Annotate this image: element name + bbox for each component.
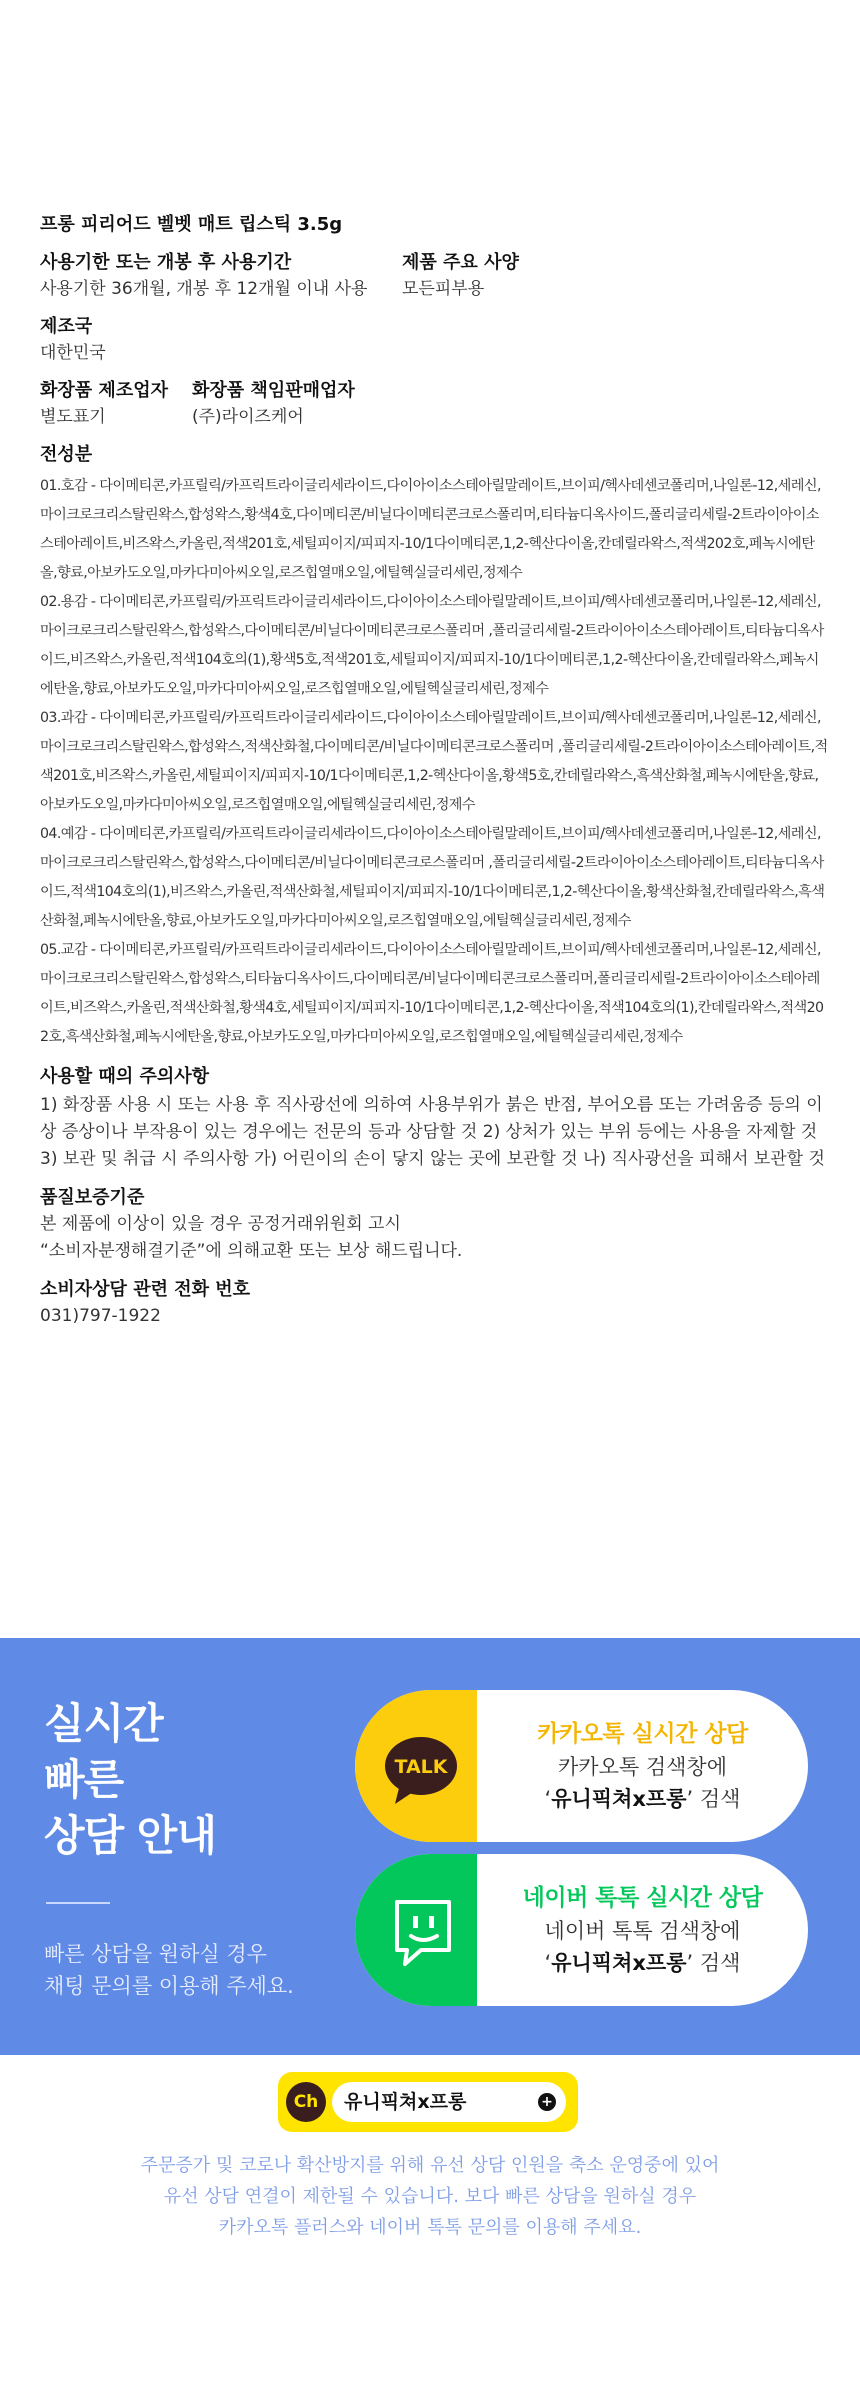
origin-label: 제조국 — [40, 316, 93, 337]
seller-value: (주)라이즈케어 — [192, 407, 304, 427]
phone-label: 소비자상담 관련 전화 번호 — [40, 1279, 251, 1300]
kakao-text — [477, 1690, 808, 1842]
ingredient-item: 01.호감 - 다이메티콘,카프릴릭/카프릭트라이글리세라이드,다이아이소스테아릴말레이트,브이피/헥사데센코폴리머,나일론-12,세레신,마이크로크리스탈린왁스,합성왁스,황색4호,다이메티콘/비닐다이메티콘크로스폴리머,티타늄디옥사이드,폴리글리세릴-2트라이아이소스테아레이트,비즈왁스,카올린,적색201호,세틸피이지/피피지-10/1다이메티콘,1,2-헥산다이올,칸데릴라왁스,적색202호,페녹시에탄올,향료,아보카도오일,마카다미아씨오일,로즈힙열매오일,에틸헥실글리세린,정제수 — [40, 478, 821, 581]
usage-period-label: 사용기한 또는 개봉 후 사용기간 — [40, 252, 292, 273]
banner-title — [44, 1696, 216, 1864]
notice-line: 유선 상담 연결이 제한될 수 있습니다. 보다 빠른 상담을 원하실 경우 — [163, 2186, 697, 2207]
phone-value: 031)797-1922 — [40, 1306, 161, 1326]
quote-close: ’ — [686, 1787, 694, 1811]
quality-label: 품질보증기준 — [40, 1187, 145, 1208]
seller-label: 화장품 책임판매업자 — [192, 380, 355, 401]
quality — [40, 1185, 830, 1265]
consult-banner — [0, 1638, 860, 2055]
phone — [40, 1277, 830, 1329]
ingredient-item: 02.용감 - 다이메티콘,카프릴릭/카프릭트라이글리세라이드,다이아이소스테아릴말레이트,브이피/헥사데센코폴리머,나일론-12,세레신,마이크로크리스탈린왁스,합성왁스,다이메티콘/비닐다이메티콘크로스폴리머 ,폴리글리세릴-2트라이아이소스테아레이트,티타늄디옥사이드,비즈왁스,카올린,적색104호의(1),황색5호,적색201호,세틸피이지/피피지-10/1다이메티콘,1,2-헥산다이올,칸데릴라왁스,페녹시에탄올,향료,아보카도오일,마카다미아씨오일,로즈힙열매오일,에틸헥실글리세린,정제수 — [40, 594, 824, 697]
naver-consult-card[interactable] — [355, 1854, 808, 2006]
manufacturer-label: 화장품 제조업자 — [40, 380, 168, 401]
product-info — [40, 212, 830, 1341]
spec-label: 제품 주요 사양 — [402, 252, 519, 273]
ingredient-item: 04.예감 - 다이메티콘,카프릴릭/카프릭트라이글리세라이드,다이아이소스테아릴말레이트,브이피/헥사데센코폴리머,나일론-12,세레신,마이크로크리스탈린왁스,합성왁스,다이메티콘/비닐다이메티콘크로스폴리머 ,폴리글리세릴-2트라이아이소스테아레이트,티타늄디옥사이드,적색104호의(1),비즈왁스,카올린,적색산화철,세틸피이지/피피지-10/1다이메티콘,1,2-헥산다이올,황색산화철,칸데릴라왁스,흑색산화철,페녹시에탄올,향료,아보카도오일,마카다미아씨오일,로즈힙열매오일,에틸헥실글리세린,정제수 — [40, 826, 825, 929]
origin-value: 대한민국 — [40, 343, 106, 363]
kakao-keyword: 유니픽쳐x프롱 — [551, 1787, 687, 1811]
channel-name-box — [332, 2082, 566, 2122]
naver-text — [477, 1854, 808, 2006]
notice-line: 주문증가 및 코로나 확산방지를 위해 유선 상담 인원을 축소 운영중에 있어 — [140, 2155, 720, 2176]
usage-spec-row — [40, 250, 830, 302]
banner-desc-line: 채팅 문의를 이용해 주세요. — [44, 1974, 294, 1998]
spec-value: 모든피부용 — [402, 279, 485, 299]
naver-icon-area — [355, 1854, 477, 2006]
channel-name: 유니픽쳐x프롱 — [344, 2091, 467, 2113]
kakao-line1: 카카오톡 검색창에 — [558, 1755, 727, 1779]
notice-line: 카카오톡 플러스와 네이버 톡톡 문의를 이용해 주세요. — [218, 2217, 642, 2238]
ingredient-item: 03.과감 - 다이메티콘,카프릴릭/카프릭트라이글리세라이드,다이아이소스테아릴말레이트,브이피/헥사데센코폴리머,나일론-12,세레신,마이크로크리스탈린왁스,합성왁스,적색산화철,다이메티콘/비닐다이메티콘크로스폴리머 ,폴리글리세릴-2트라이아이소스테아레이트,적색201호,비즈왁스,카올린,세틸피이지/피피지-10/1다이메티콘,1,2-헥산다이올,황색5호,칸데릴라왁스,흑색산화철,페녹시에탄올,향료,아보카도오일,마카다미아씨오일,로즈힙열매오일,에틸헥실글리세린,정제수 — [40, 710, 828, 813]
product-title: 프롱 피리어드 벨벳 매트 립스틱 3.5g — [40, 214, 343, 235]
kakao-icon-area — [355, 1690, 477, 1842]
naver-talk-icon — [355, 1854, 477, 2006]
kakao-head: 카카오톡 실시간 상담 — [537, 1721, 748, 1747]
banner-title-line: 빠른 — [44, 1755, 124, 1804]
manufacturer-value: 별도표기 — [40, 407, 106, 427]
spec — [402, 250, 519, 302]
banner-desc — [44, 1938, 294, 2002]
naver-tail: 검색 — [693, 1951, 741, 1975]
naver-line2 — [545, 1947, 741, 1979]
kakao-consult-card[interactable] — [355, 1690, 808, 1842]
kakao-line2 — [545, 1783, 741, 1815]
maker-seller-row — [40, 378, 830, 430]
usage-period-value: 사용기한 36개월, 개봉 후 12개월 이내 사용 — [40, 279, 368, 299]
kakao-tail: 검색 — [693, 1787, 741, 1811]
quote-open: ‘ — [544, 1787, 552, 1811]
channel-icon: Ch — [286, 2082, 326, 2122]
quality-line: “소비자분쟁해결기준”에 의해교환 또는 보상 해드립니다. — [40, 1241, 463, 1261]
ingredients-label: 전성분 — [40, 444, 93, 465]
quote-close: ’ — [686, 1951, 694, 1975]
quality-line: 본 제품에 이상이 있을 경우 공정거래위원회 고시 — [40, 1214, 401, 1234]
naver-head: 네이버 톡톡 실시간 상담 — [522, 1885, 763, 1911]
origin — [40, 314, 830, 366]
naver-keyword: 유니픽쳐x프롱 — [551, 1951, 687, 1975]
banner-title-line: 상담 안내 — [44, 1811, 216, 1860]
naver-line1: 네이버 톡톡 검색창에 — [544, 1919, 741, 1943]
caution-label: 사용할 때의 주의사항 — [40, 1066, 210, 1087]
kakao-icon-text: TALK — [394, 1756, 448, 1778]
banner-divider — [46, 1902, 110, 1904]
caution-text: 1) 화장품 사용 시 또는 사용 후 직사광선에 의하여 사용부위가 붉은 반점, 부어오름 또는 가려움증 등의 이상 증상이나 부작용이 있는 경우에는 전문의 등과 상담할 것 2) 상처가 있는 부위 등에는 사용을 자제할 것 3) 보관 및 취급 시 주의사항 가) 어린이의 손이 닿지 않는 곳에 보관할 것 나) 직사광선을 피해서 보관할 것 — [40, 1095, 825, 1169]
usage-period — [40, 250, 402, 302]
seller — [192, 378, 355, 430]
quote-open: ‘ — [544, 1951, 552, 1975]
kakao-talk-icon — [355, 1690, 477, 1842]
consult-notice — [0, 2150, 860, 2243]
manufacturer — [40, 378, 192, 430]
caution — [40, 1064, 830, 1173]
banner-desc-line: 빠른 상담을 원하실 경우 — [44, 1942, 267, 1966]
banner-title-line: 실시간 — [44, 1699, 163, 1748]
ingredient-item: 05.교감 - 다이메티콘,카프릴릭/카프릭트라이글리세라이드,다이아이소스테아릴말레이트,브이피/헥사데센코폴리머,나일론-12,세레신,마이크로크리스탈린왁스,합성왁스,티타늄디옥사이드,다이메티콘/비닐다이메티콘크로스폴리머,폴리글리세릴-2트라이아이소스테아레이트,비즈왁스,카올린,적색산화철,황색4호,세틸피이지/피피지-10/1다이메티콘,1,2-헥산다이올,적색104호의(1),칸데릴라왁스,적색202호,흑색산화철,페녹시에탄올,향료,아보카도오일,마카다미아씨오일,로즈힙열매오일,에틸헥실글리세린,정제수 — [40, 942, 824, 1045]
ingredients — [40, 442, 830, 1052]
kakao-channel-badge[interactable] — [278, 2072, 578, 2132]
plus-icon[interactable]: + — [538, 2093, 556, 2111]
